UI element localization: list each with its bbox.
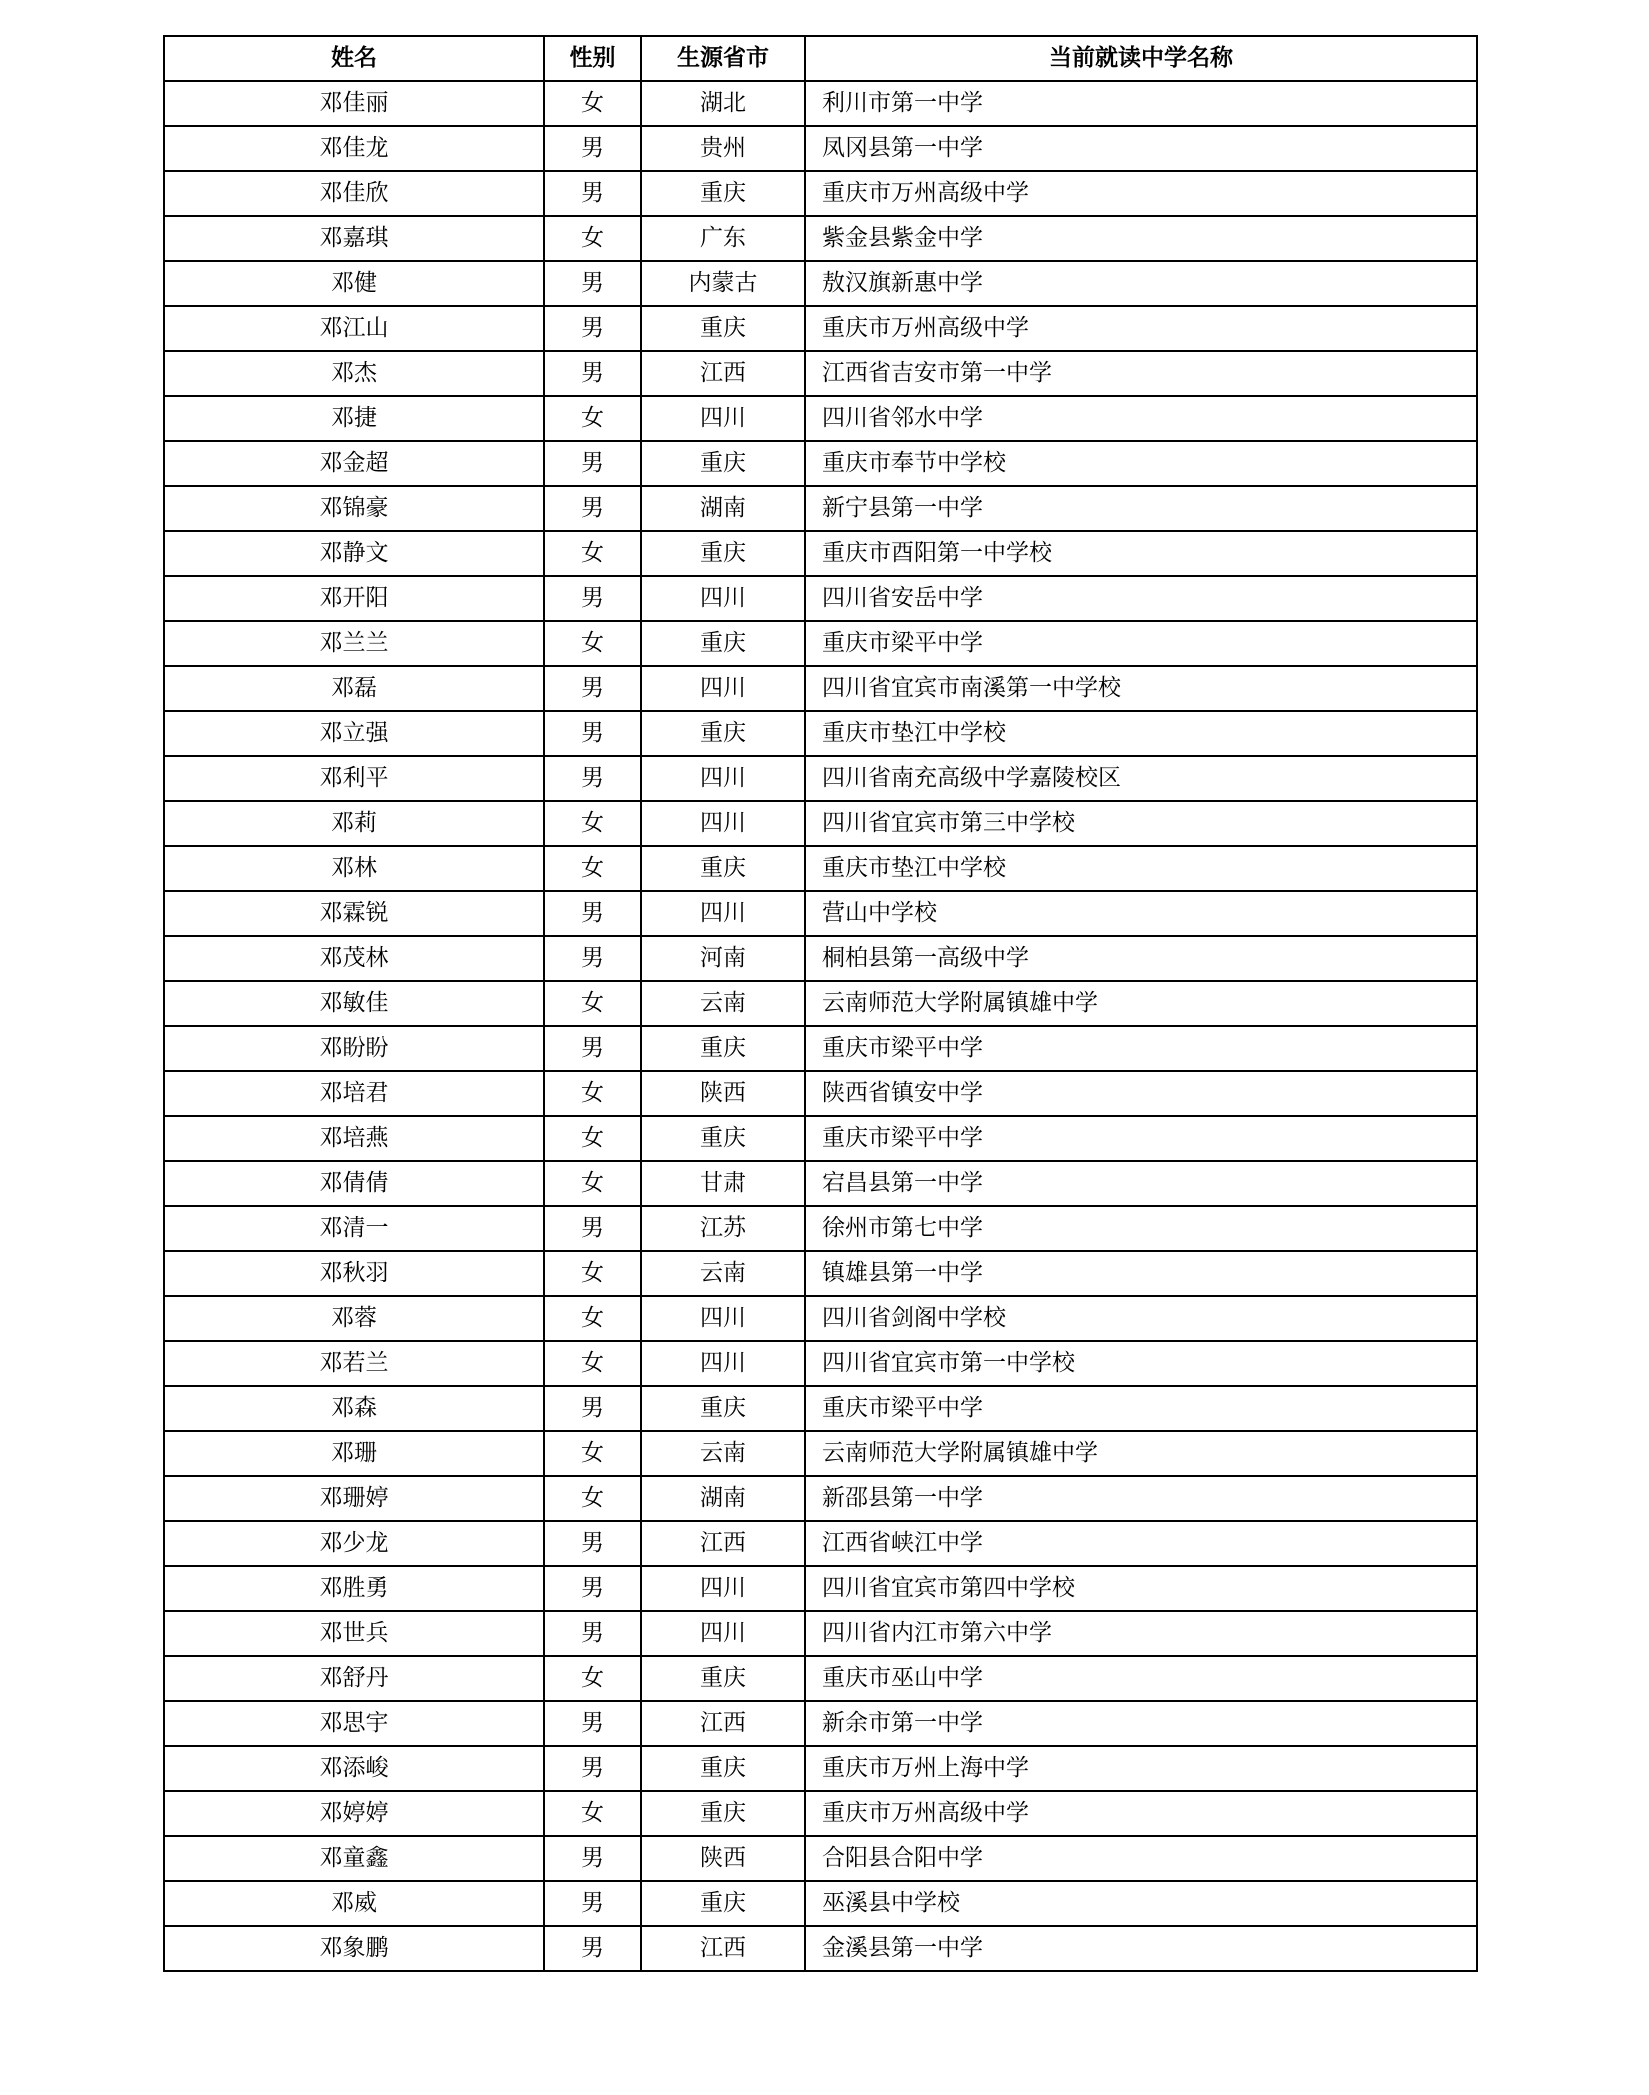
cell-province: 江西 [641, 1701, 805, 1746]
cell-province: 重庆 [641, 1116, 805, 1161]
cell-name: 邓象鹏 [164, 1926, 544, 1971]
table-row [164, 1341, 1477, 1386]
cell-name: 邓蓉 [164, 1296, 544, 1341]
cell-province: 内蒙古 [641, 261, 805, 306]
cell-name: 邓莉 [164, 801, 544, 846]
table-row [164, 801, 1477, 846]
cell-name: 邓林 [164, 846, 544, 891]
cell-name: 邓锦豪 [164, 486, 544, 531]
table-row [164, 891, 1477, 936]
cell-gender: 男 [544, 486, 641, 531]
cell-school: 徐州市第七中学 [805, 1206, 1477, 1251]
cell-name: 邓思宇 [164, 1701, 544, 1746]
cell-gender: 男 [544, 936, 641, 981]
table-row [164, 486, 1477, 531]
cell-name: 邓嘉琪 [164, 216, 544, 261]
cell-province: 重庆 [641, 1881, 805, 1926]
table-row [164, 756, 1477, 801]
table-row [164, 1791, 1477, 1836]
cell-school: 凤冈县第一中学 [805, 126, 1477, 171]
cell-name: 邓佳龙 [164, 126, 544, 171]
cell-province: 重庆 [641, 621, 805, 666]
cell-province: 四川 [641, 801, 805, 846]
cell-school: 营山中学校 [805, 891, 1477, 936]
cell-province: 重庆 [641, 846, 805, 891]
cell-school: 重庆市酉阳第一中学校 [805, 531, 1477, 576]
cell-gender: 女 [544, 396, 641, 441]
cell-name: 邓佳丽 [164, 81, 544, 126]
cell-school: 重庆市梁平中学 [805, 1026, 1477, 1071]
cell-province: 四川 [641, 1566, 805, 1611]
cell-name: 邓威 [164, 1881, 544, 1926]
cell-school: 四川省内江市第六中学 [805, 1611, 1477, 1656]
cell-gender: 男 [544, 1701, 641, 1746]
table-row [164, 1026, 1477, 1071]
cell-province: 重庆 [641, 1386, 805, 1431]
cell-name: 邓江山 [164, 306, 544, 351]
cell-province: 贵州 [641, 126, 805, 171]
cell-province: 云南 [641, 1251, 805, 1296]
cell-gender: 男 [544, 1026, 641, 1071]
cell-gender: 男 [544, 756, 641, 801]
cell-gender: 女 [544, 801, 641, 846]
cell-gender: 男 [544, 1836, 641, 1881]
cell-province: 四川 [641, 891, 805, 936]
table-header-row [164, 36, 1477, 81]
cell-school: 桐柏县第一高级中学 [805, 936, 1477, 981]
cell-name: 邓舒丹 [164, 1656, 544, 1701]
table-row [164, 1476, 1477, 1521]
cell-gender: 女 [544, 1791, 641, 1836]
cell-school: 巫溪县中学校 [805, 1881, 1477, 1926]
cell-gender: 男 [544, 441, 641, 486]
table-row [164, 261, 1477, 306]
cell-gender: 女 [544, 1116, 641, 1161]
cell-gender: 男 [544, 576, 641, 621]
cell-name: 邓茂林 [164, 936, 544, 981]
cell-gender: 男 [544, 1611, 641, 1656]
table-row [164, 981, 1477, 1026]
cell-province: 重庆 [641, 171, 805, 216]
table-row [164, 846, 1477, 891]
table-row [164, 576, 1477, 621]
table-row [164, 1431, 1477, 1476]
cell-province: 重庆 [641, 531, 805, 576]
cell-province: 湖北 [641, 81, 805, 126]
table-row [164, 1656, 1477, 1701]
cell-gender: 男 [544, 666, 641, 711]
cell-gender: 女 [544, 621, 641, 666]
cell-school: 利川市第一中学 [805, 81, 1477, 126]
table-row [164, 1161, 1477, 1206]
table-row [164, 1566, 1477, 1611]
cell-gender: 女 [544, 1431, 641, 1476]
table-row [164, 1521, 1477, 1566]
cell-province: 四川 [641, 576, 805, 621]
cell-name: 邓捷 [164, 396, 544, 441]
cell-school: 重庆市梁平中学 [805, 621, 1477, 666]
cell-gender: 男 [544, 351, 641, 396]
table-row [164, 1296, 1477, 1341]
cell-gender: 男 [544, 1881, 641, 1926]
cell-school: 重庆市垫江中学校 [805, 846, 1477, 891]
header-school: 当前就读中学名称 [805, 36, 1477, 81]
cell-province: 重庆 [641, 1656, 805, 1701]
cell-province: 河南 [641, 936, 805, 981]
table-row [164, 171, 1477, 216]
cell-gender: 女 [544, 846, 641, 891]
cell-name: 邓健 [164, 261, 544, 306]
cell-province: 四川 [641, 1341, 805, 1386]
cell-school: 敖汉旗新惠中学 [805, 261, 1477, 306]
table-row [164, 1881, 1477, 1926]
table-row [164, 1386, 1477, 1431]
cell-gender: 男 [544, 711, 641, 756]
cell-province: 重庆 [641, 1026, 805, 1071]
cell-school: 四川省宜宾市南溪第一中学校 [805, 666, 1477, 711]
cell-gender: 女 [544, 1071, 641, 1116]
cell-name: 邓兰兰 [164, 621, 544, 666]
cell-name: 邓胜勇 [164, 1566, 544, 1611]
cell-school: 重庆市奉节中学校 [805, 441, 1477, 486]
cell-name: 邓开阳 [164, 576, 544, 621]
cell-name: 邓静文 [164, 531, 544, 576]
cell-school: 四川省宜宾市第四中学校 [805, 1566, 1477, 1611]
cell-name: 邓清一 [164, 1206, 544, 1251]
cell-province: 重庆 [641, 711, 805, 756]
header-province: 生源省市 [641, 36, 805, 81]
cell-name: 邓少龙 [164, 1521, 544, 1566]
cell-school: 重庆市垫江中学校 [805, 711, 1477, 756]
cell-gender: 女 [544, 1476, 641, 1521]
cell-school: 四川省宜宾市第三中学校 [805, 801, 1477, 846]
cell-province: 四川 [641, 396, 805, 441]
cell-school: 云南师范大学附属镇雄中学 [805, 1431, 1477, 1476]
cell-school: 新余市第一中学 [805, 1701, 1477, 1746]
table-row [164, 441, 1477, 486]
cell-gender: 男 [544, 891, 641, 936]
table-row [164, 1611, 1477, 1656]
table-row [164, 1926, 1477, 1971]
cell-name: 邓倩倩 [164, 1161, 544, 1206]
table-body [164, 81, 1477, 1971]
cell-province: 广东 [641, 216, 805, 261]
table-row [164, 81, 1477, 126]
cell-name: 邓金超 [164, 441, 544, 486]
cell-province: 重庆 [641, 1791, 805, 1836]
cell-province: 湖南 [641, 486, 805, 531]
cell-school: 合阳县合阳中学 [805, 1836, 1477, 1881]
cell-school: 紫金县紫金中学 [805, 216, 1477, 261]
cell-school: 宕昌县第一中学 [805, 1161, 1477, 1206]
cell-gender: 女 [544, 1251, 641, 1296]
cell-school: 陕西省镇安中学 [805, 1071, 1477, 1116]
cell-school: 江西省峡江中学 [805, 1521, 1477, 1566]
cell-name: 邓杰 [164, 351, 544, 396]
cell-province: 重庆 [641, 1746, 805, 1791]
cell-gender: 女 [544, 1296, 641, 1341]
table-row [164, 621, 1477, 666]
cell-school: 金溪县第一中学 [805, 1926, 1477, 1971]
cell-gender: 女 [544, 1341, 641, 1386]
cell-gender: 男 [544, 1386, 641, 1431]
cell-name: 邓敏佳 [164, 981, 544, 1026]
cell-gender: 女 [544, 531, 641, 576]
cell-province: 四川 [641, 756, 805, 801]
table-row [164, 936, 1477, 981]
cell-province: 江西 [641, 351, 805, 396]
cell-province: 重庆 [641, 441, 805, 486]
cell-province: 湖南 [641, 1476, 805, 1521]
table-row [164, 1116, 1477, 1161]
cell-province: 云南 [641, 1431, 805, 1476]
cell-school: 重庆市巫山中学 [805, 1656, 1477, 1701]
cell-province: 四川 [641, 666, 805, 711]
table-row [164, 531, 1477, 576]
cell-gender: 女 [544, 81, 641, 126]
cell-name: 邓培燕 [164, 1116, 544, 1161]
table-row [164, 1836, 1477, 1881]
cell-name: 邓森 [164, 1386, 544, 1431]
header-name: 姓名 [164, 36, 544, 81]
header-gender: 性别 [544, 36, 641, 81]
cell-school: 重庆市万州上海中学 [805, 1746, 1477, 1791]
cell-school: 重庆市万州高级中学 [805, 171, 1477, 216]
cell-gender: 女 [544, 1161, 641, 1206]
cell-province: 四川 [641, 1611, 805, 1656]
table-row [164, 711, 1477, 756]
cell-name: 邓婷婷 [164, 1791, 544, 1836]
table-row [164, 306, 1477, 351]
cell-gender: 男 [544, 1521, 641, 1566]
cell-name: 邓添峻 [164, 1746, 544, 1791]
cell-province: 重庆 [641, 306, 805, 351]
table-row [164, 1206, 1477, 1251]
cell-school: 云南师范大学附属镇雄中学 [805, 981, 1477, 1026]
cell-province: 四川 [641, 1296, 805, 1341]
cell-name: 邓若兰 [164, 1341, 544, 1386]
cell-gender: 男 [544, 126, 641, 171]
student-roster-table [163, 35, 1478, 1972]
cell-school: 重庆市万州高级中学 [805, 306, 1477, 351]
cell-name: 邓盼盼 [164, 1026, 544, 1071]
table-row [164, 1071, 1477, 1116]
cell-gender: 男 [544, 1926, 641, 1971]
cell-province: 陕西 [641, 1836, 805, 1881]
cell-name: 邓立强 [164, 711, 544, 756]
cell-province: 甘肃 [641, 1161, 805, 1206]
cell-name: 邓磊 [164, 666, 544, 711]
cell-school: 重庆市万州高级中学 [805, 1791, 1477, 1836]
table-row [164, 126, 1477, 171]
cell-name: 邓秋羽 [164, 1251, 544, 1296]
cell-gender: 女 [544, 981, 641, 1026]
cell-school: 四川省南充高级中学嘉陵校区 [805, 756, 1477, 801]
cell-name: 邓珊婷 [164, 1476, 544, 1521]
table-row [164, 1251, 1477, 1296]
table-row [164, 1746, 1477, 1791]
cell-province: 陕西 [641, 1071, 805, 1116]
cell-gender: 男 [544, 1206, 641, 1251]
cell-school: 镇雄县第一中学 [805, 1251, 1477, 1296]
cell-school: 四川省宜宾市第一中学校 [805, 1341, 1477, 1386]
cell-name: 邓佳欣 [164, 171, 544, 216]
cell-name: 邓利平 [164, 756, 544, 801]
cell-province: 江西 [641, 1926, 805, 1971]
cell-school: 重庆市梁平中学 [805, 1386, 1477, 1431]
cell-name: 邓培君 [164, 1071, 544, 1116]
cell-school: 四川省剑阁中学校 [805, 1296, 1477, 1341]
cell-school: 重庆市梁平中学 [805, 1116, 1477, 1161]
table-row [164, 396, 1477, 441]
cell-gender: 男 [544, 1746, 641, 1791]
cell-province: 江西 [641, 1521, 805, 1566]
table-row [164, 666, 1477, 711]
cell-gender: 女 [544, 1656, 641, 1701]
table-row [164, 351, 1477, 396]
cell-name: 邓霖锐 [164, 891, 544, 936]
cell-name: 邓珊 [164, 1431, 544, 1476]
cell-gender: 男 [544, 171, 641, 216]
cell-gender: 男 [544, 261, 641, 306]
cell-school: 四川省安岳中学 [805, 576, 1477, 621]
cell-province: 江苏 [641, 1206, 805, 1251]
cell-school: 新邵县第一中学 [805, 1476, 1477, 1521]
cell-province: 云南 [641, 981, 805, 1026]
table-row [164, 216, 1477, 261]
cell-name: 邓童鑫 [164, 1836, 544, 1881]
cell-school: 四川省邻水中学 [805, 396, 1477, 441]
cell-name: 邓世兵 [164, 1611, 544, 1656]
cell-school: 江西省吉安市第一中学 [805, 351, 1477, 396]
cell-gender: 男 [544, 306, 641, 351]
cell-gender: 男 [544, 1566, 641, 1611]
table-row [164, 1701, 1477, 1746]
cell-school: 新宁县第一中学 [805, 486, 1477, 531]
cell-gender: 女 [544, 216, 641, 261]
